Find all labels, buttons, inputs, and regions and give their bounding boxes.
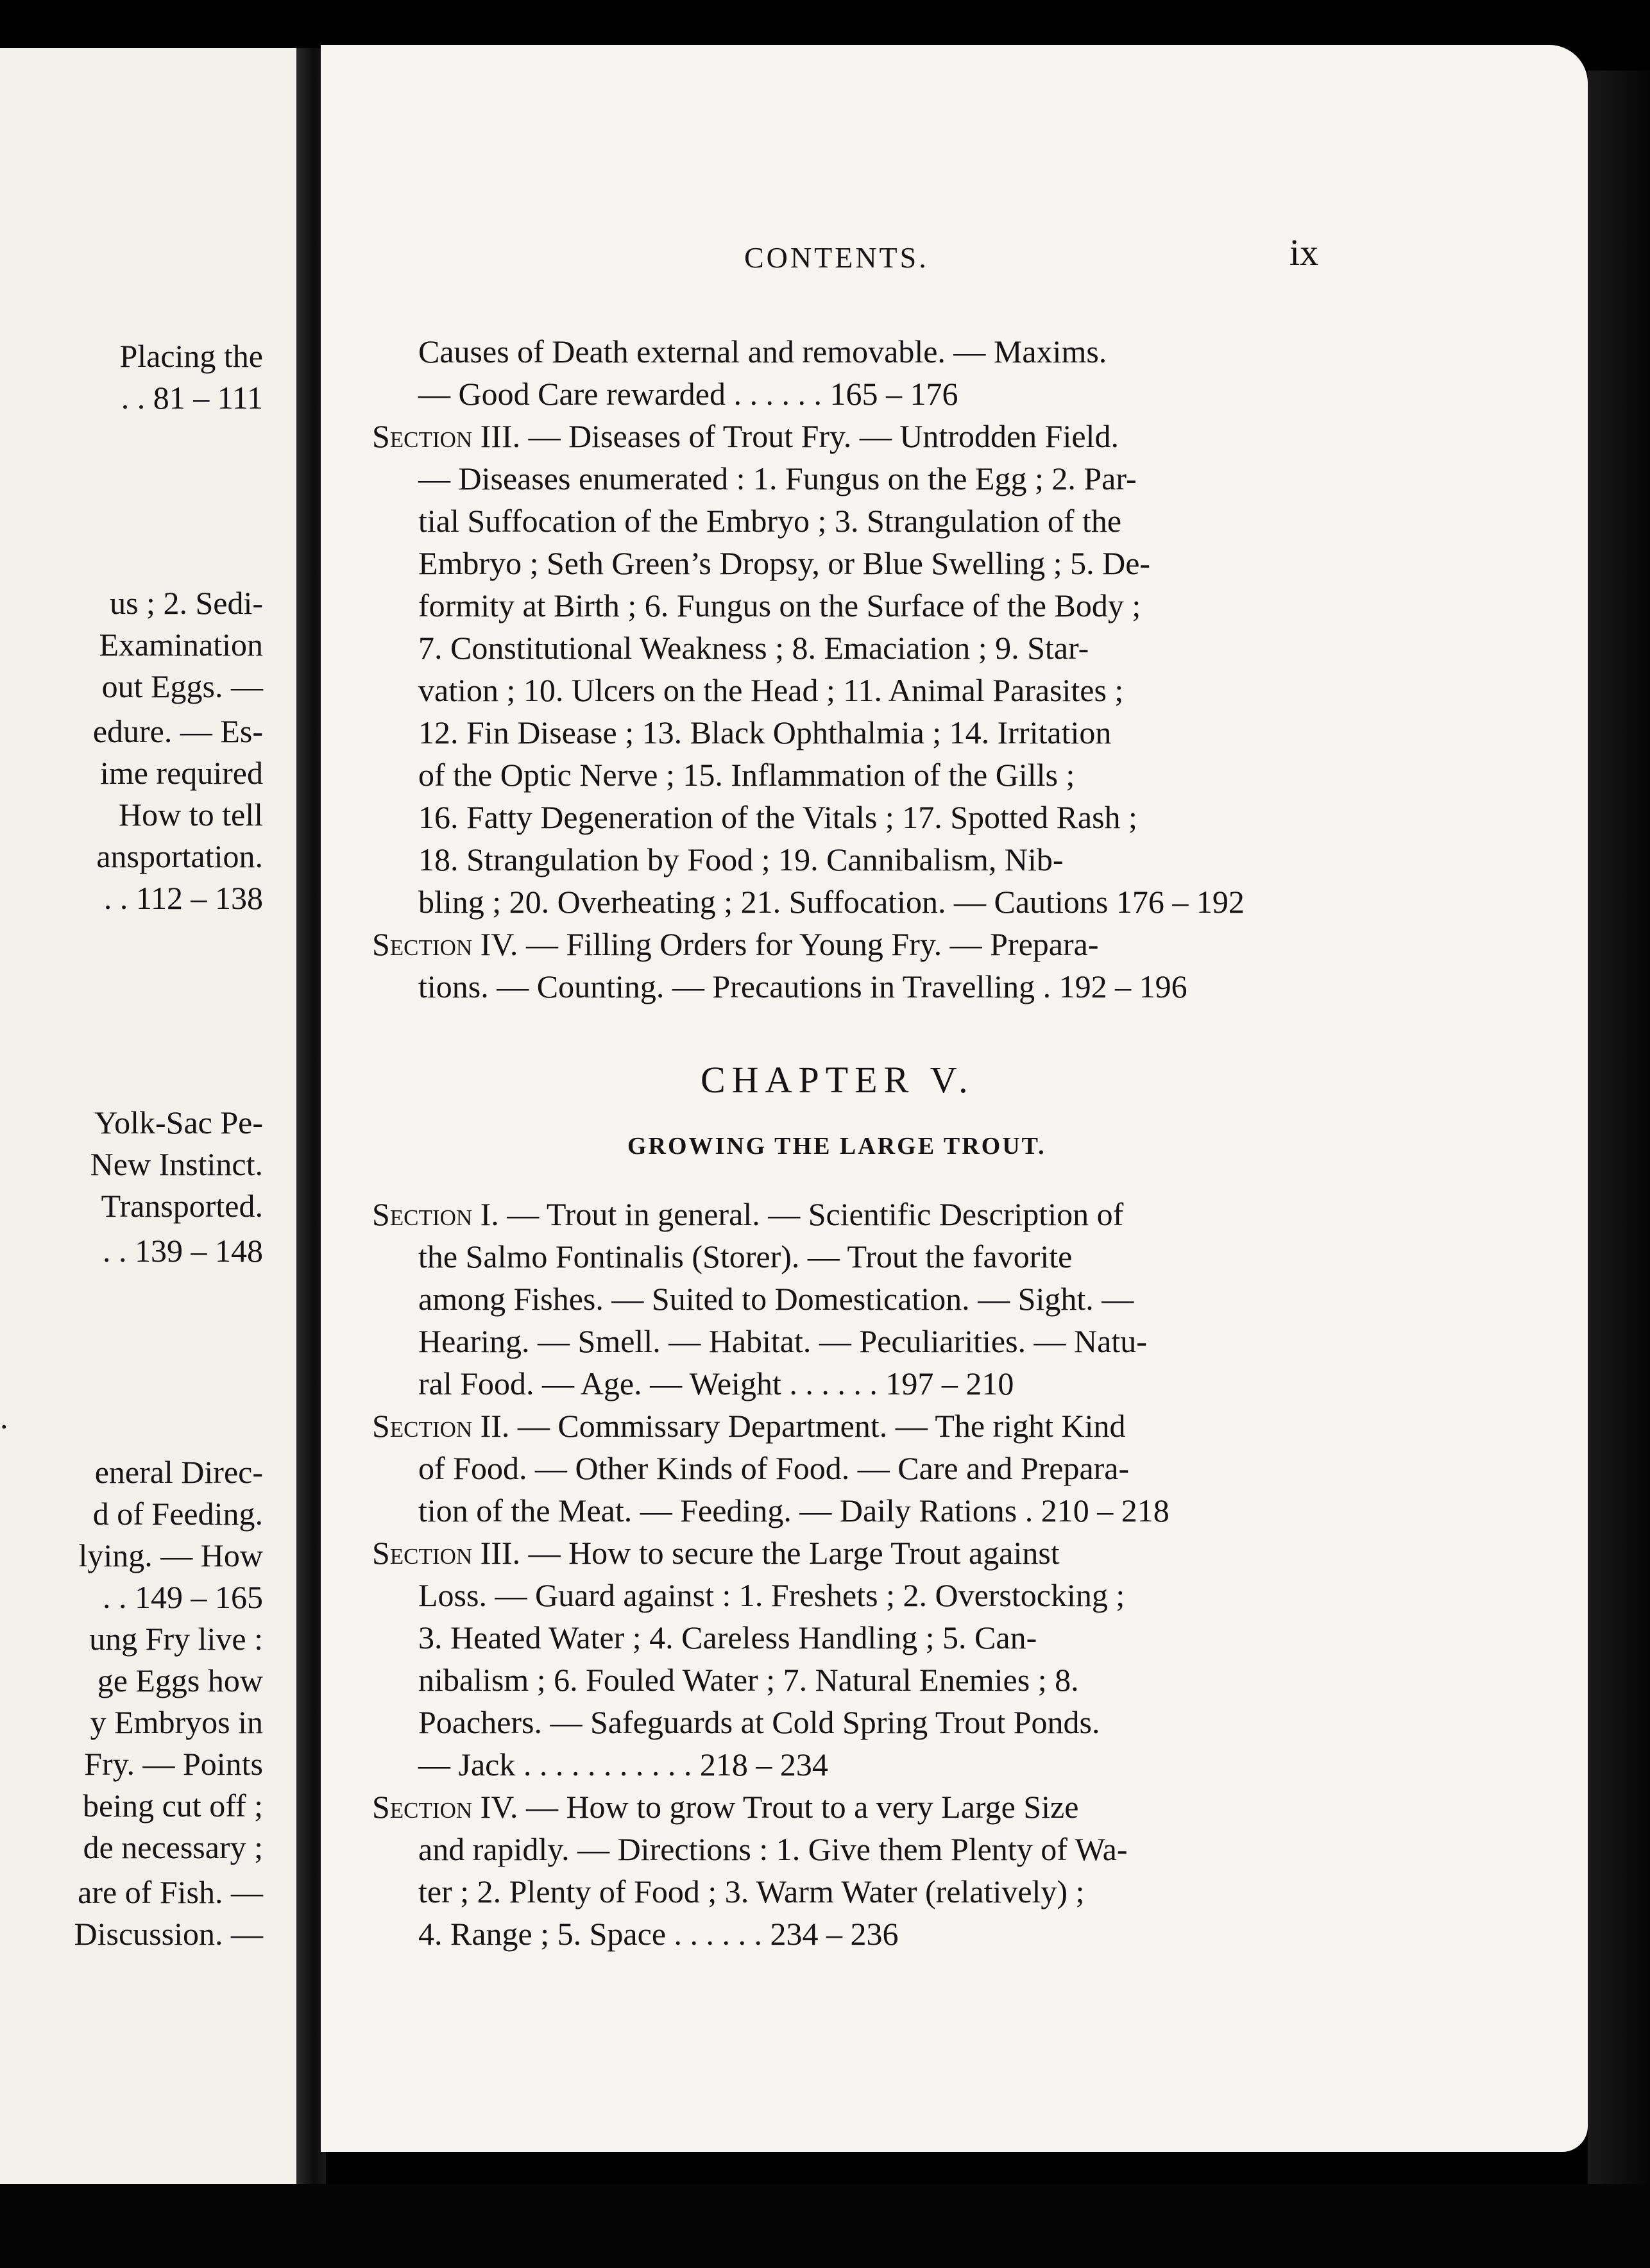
left-page-line: d of Feeding. — [92, 1496, 263, 1532]
left-page-line: are of Fish. — — [78, 1874, 263, 1910]
entry-line — [372, 1574, 1299, 1616]
entry-text: formity at Birth ; 6. Fungus on the Surface of the Body ; — [418, 588, 1141, 623]
left-page-line: Yolk-Sac Pe- — [94, 1104, 263, 1140]
entry-text: Poachers. — Safeguards at Cold Spring Trout Ponds. — [418, 1704, 1100, 1740]
entry-line — [372, 1532, 1299, 1574]
entry-text: — Jack . . . . . . . . . . . 218 – 234 — [418, 1747, 828, 1782]
entry-line — [372, 1870, 1299, 1913]
entry-text: — Good Care rewarded . . . . . . 165 – 176 — [418, 376, 958, 412]
left-page-line: eneral Direc- — [94, 1454, 263, 1490]
chapter-subtitle: GROWING THE LARGE TROUT. — [627, 1133, 1046, 1160]
entry-text: Hearing. — Smell. — Habitat. — Peculiarities. — Natu- — [418, 1323, 1147, 1359]
left-page-line: ung Fry live : — [89, 1621, 263, 1657]
entry-text: of Food. — Other Kinds of Food. — Care and Prepara- — [418, 1450, 1130, 1486]
section-heading: Section III. — [372, 418, 521, 454]
left-page-line: ime required — [99, 755, 263, 791]
entry-line — [372, 1447, 1299, 1489]
left-page-line: . . 112 – 138 — [103, 880, 263, 916]
chapter-title: CHAPTER V. — [701, 1059, 974, 1101]
entry-line — [372, 881, 1299, 923]
entry-text: ter ; 2. Plenty of Food ; 3. Warm Water (relatively) ; — [418, 1874, 1085, 1909]
entry-line — [372, 1193, 1299, 1235]
entry-text: 16. Fatty Degeneration of the Vitals ; 17. Spotted Rash ; — [418, 799, 1137, 835]
entry-text: — Diseases of Trout Fry. — Untrodden Field. — [520, 418, 1119, 454]
left-page-line: ansportation. — [96, 838, 263, 874]
entry-line — [372, 1616, 1299, 1659]
entry-text: tial Suffocation of the Embryo ; 3. Strangulation of the — [418, 503, 1122, 539]
entry-line — [372, 1743, 1299, 1786]
entry-text: tions. — Counting. — Precautions in Travelling . 192 – 196 — [418, 969, 1187, 1004]
contents-entry — [372, 415, 1299, 923]
entry-text: tion of the Meat. — Feeding. — Daily Rations . 210 – 218 — [418, 1493, 1169, 1528]
entry-line — [372, 1489, 1299, 1532]
left-page-line: How to tell — [119, 797, 263, 833]
left-page-line: y Embryos in — [90, 1704, 263, 1740]
entry-text: — Diseases enumerated : 1. Fungus on the Egg ; 2. Par- — [418, 461, 1137, 496]
entry-text: nibalism ; 6. Fouled Water ; 7. Natural Enemies ; 8. — [418, 1662, 1079, 1698]
section-heading: Section II. — [372, 1408, 510, 1444]
entry-text: Embryo ; Seth Green’s Dropsy, or Blue Swelling ; 5. De- — [418, 545, 1151, 581]
entry-line — [372, 1786, 1299, 1828]
left-page-line: de necessary ; — [83, 1829, 263, 1865]
running-head: CONTENTS. — [744, 241, 929, 274]
left-page-line: Transported. — [101, 1188, 263, 1224]
page-number: ix — [1289, 232, 1319, 273]
entry-text: 4. Range ; 5. Space . . . . . . 234 – 236 — [418, 1916, 899, 1952]
entry-line — [372, 711, 1299, 754]
entry-text: Loss. — Guard against : 1. Freshets ; 2. Overstocking ; — [418, 1577, 1125, 1613]
entry-text: — Commissary Department. — The right Kind — [509, 1408, 1126, 1444]
entry-text: 12. Fin Disease ; 13. Black Ophthalmia ; 14. Irritation — [418, 715, 1112, 750]
entry-line — [372, 1701, 1299, 1743]
left-page-line: edure. — Es- — [92, 713, 263, 749]
entry-text: among Fishes. — Suited to Domestication. — Sight. — — [418, 1281, 1134, 1317]
entry-line — [372, 1320, 1299, 1362]
entry-line — [372, 923, 1299, 965]
entry-text: — How to grow Trout to a very Large Size — [518, 1789, 1079, 1825]
entry-line — [372, 584, 1299, 627]
contents-entry — [372, 330, 1299, 415]
contents-entry — [372, 1193, 1299, 1405]
entry-line — [372, 500, 1299, 542]
entry-text: 7. Constitutional Weakness ; 8. Emaciation ; 9. Star- — [418, 630, 1089, 666]
left-page-line: . . 139 – 148 — [103, 1233, 263, 1269]
entry-line — [372, 1362, 1299, 1405]
contents-entry — [372, 1786, 1299, 1955]
entry-line — [372, 542, 1299, 584]
contents-entry — [372, 1405, 1299, 1532]
entry-text: 3. Heated Water ; 4. Careless Handling ; 5. Can- — [418, 1620, 1037, 1655]
left-page-line: Fry. — Points — [84, 1746, 263, 1782]
left-page-line: . . 81 – 111 — [121, 380, 263, 416]
section-heading: Section IV. — [372, 926, 518, 962]
entry-line — [372, 754, 1299, 796]
entry-line — [372, 415, 1299, 457]
entry-text: the Salmo Fontinalis (Storer). — Trout the favorite — [418, 1239, 1073, 1274]
entry-line — [372, 1659, 1299, 1701]
entry-text: 18. Strangulation by Food ; 19. Cannibalism, Nib- — [418, 842, 1064, 877]
entry-line — [372, 965, 1299, 1008]
entry-line — [372, 1235, 1299, 1278]
entry-line — [372, 1913, 1299, 1955]
right-page — [321, 45, 1588, 2152]
entry-line — [372, 1405, 1299, 1447]
left-page-line: out Eggs. — — [101, 668, 263, 704]
entry-line — [372, 796, 1299, 838]
section-heading: Section I. — [372, 1196, 499, 1232]
left-page — [0, 48, 302, 2184]
left-page-line: being cut off ; — [83, 1788, 263, 1824]
page-edge-shadow — [1588, 71, 1650, 2187]
entry-line — [372, 373, 1299, 415]
entry-text: — Filling Orders for Young Fry. — Prepara- — [518, 926, 1099, 962]
entry-text: of the Optic Nerve ; 15. Inflammation of the Gills ; — [418, 757, 1075, 793]
entry-text: Causes of Death external and removable. — Maxims. — [418, 334, 1107, 369]
entry-line — [372, 627, 1299, 669]
entry-text: bling ; 20. Overheating ; 21. Suffocation. — Cautions 176 – 192 — [418, 884, 1245, 920]
entry-line — [372, 457, 1299, 500]
left-page-line: New Instinct. — [90, 1146, 263, 1182]
entry-text: — How to secure the Large Trout against — [520, 1535, 1060, 1571]
left-page-line: Placing the — [119, 338, 263, 374]
left-page-line: Examination — [99, 627, 263, 663]
contents-entry — [372, 1532, 1299, 1786]
entry-text: — Trout in general. — Scientific Description of — [498, 1196, 1124, 1232]
entry-text: vation ; 10. Ulcers on the Head ; 11. Animal Parasites ; — [418, 672, 1124, 708]
entry-line — [372, 1278, 1299, 1320]
entry-line — [372, 838, 1299, 881]
section-heading: Section IV. — [372, 1789, 518, 1825]
scan-border — [0, 2184, 1650, 2268]
left-page-line: Discussion. — — [74, 1916, 263, 1952]
left-page-line: ge Eggs how — [97, 1663, 263, 1698]
entry-text: and rapidly. — Directions : 1. Give them Plenty of Wa- — [418, 1831, 1128, 1867]
entry-line — [372, 1828, 1299, 1870]
left-page-line: lying. — How — [78, 1537, 263, 1573]
left-page-line: us ; 2. Sedi- — [110, 585, 263, 621]
left-page-line: . . 149 – 165 — [103, 1579, 263, 1615]
entry-text: ral Food. — Age. — Weight . . . . . . 197 – 210 — [418, 1366, 1014, 1401]
section-heading: Section III. — [372, 1535, 521, 1571]
contents-entry — [372, 923, 1299, 1008]
entry-line — [372, 330, 1299, 373]
left-page-line: . — [0, 1400, 8, 1435]
entry-line — [372, 669, 1299, 711]
